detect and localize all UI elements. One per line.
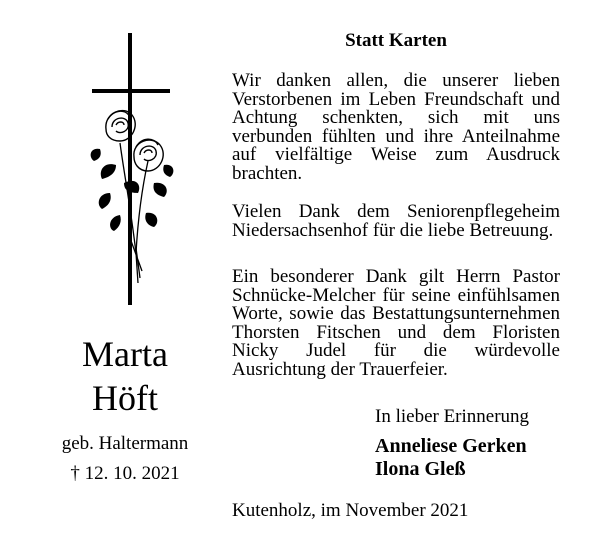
cross-with-roses-icon bbox=[80, 33, 190, 305]
birth-name: geb. Haltermann bbox=[61, 433, 189, 454]
thanks-paragraph-2: Vielen Dank dem Seniorenpflegeheim Niedersachsenhof für die liebe Betreuung. bbox=[232, 201, 560, 241]
closing-phrase: In lieber Erinnerung bbox=[375, 406, 530, 427]
place-and-date: Kutenholz, im November 2021 bbox=[232, 500, 469, 521]
death-date: † 12. 10. 2021 bbox=[70, 463, 180, 484]
signatory-name: Ilona Gleß bbox=[375, 458, 466, 480]
thanks-paragraph-3: Ein besonderer Dank gilt Herrn Pastor Schnücke-Melcher für seine einfühlsamen Worte, sowie das Bestattungsunternehmen Thorsten Fitschen und dem Floristen Nicky Judel für die würdevolle Ausrichtung der Trauerfeier. bbox=[232, 266, 560, 380]
notice-heading: Statt Karten bbox=[345, 30, 447, 51]
deceased-first-name: Marta bbox=[82, 334, 168, 374]
thanks-paragraph-1: Wir danken allen, die unserer lieben Verstorbenen im Leben Freundschaft und Achtung schenkten, sich mit uns verbunden fühlten und ihre Anteilnahme auf vielfältige Weise zum Ausdruck brachten. bbox=[232, 70, 560, 184]
deceased-last-name: Höft bbox=[92, 378, 158, 418]
signatory-name: Anneliese Gerken bbox=[375, 435, 527, 457]
